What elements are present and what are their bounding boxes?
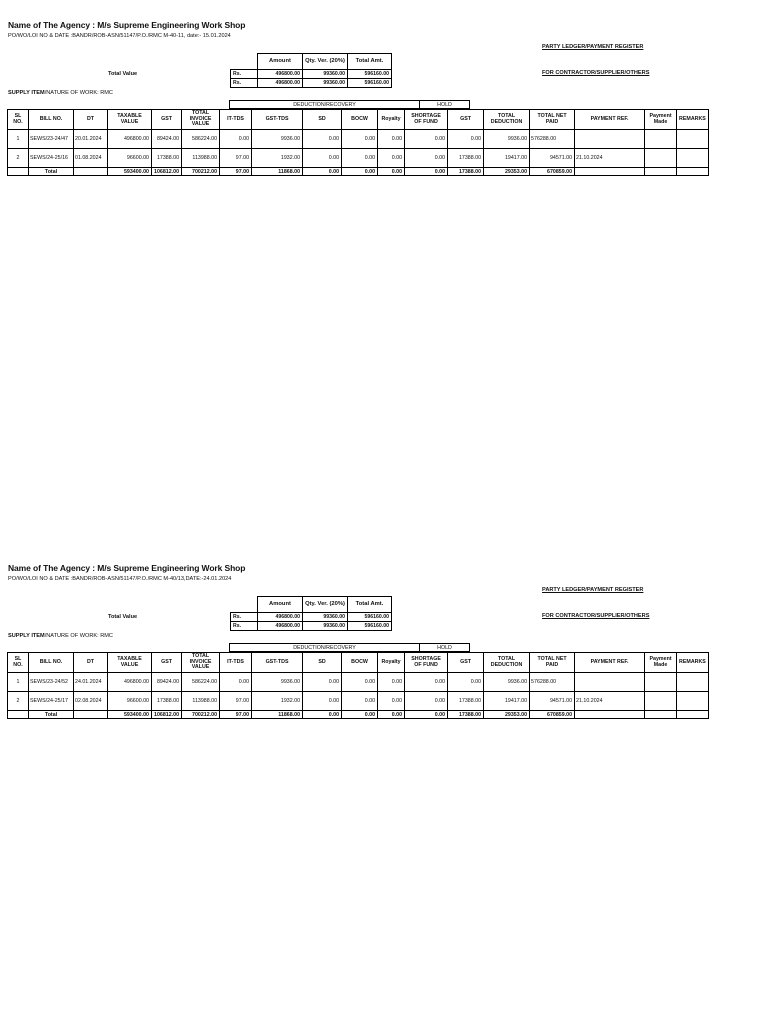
- total-invoice-value: 700212.00: [182, 168, 220, 176]
- total-gst: 106812.00: [152, 711, 182, 719]
- summary-total: 596160.00: [348, 613, 392, 622]
- ledger-section-2: [0, 557, 768, 797]
- header-payment-made: Payment Made: [645, 110, 677, 130]
- cell-sd: 0.00: [303, 149, 342, 168]
- header-bill-no: BILL NO.: [29, 110, 74, 130]
- summary-amount: 496800.00: [258, 613, 303, 622]
- header-sl-no: SL NO.: [8, 110, 29, 130]
- header-bocw: BOCW: [342, 653, 378, 673]
- summary-total: 596160.00: [348, 70, 392, 79]
- bill-table: [7, 109, 709, 176]
- cell-royalty: 0.00: [378, 692, 405, 711]
- summary-header-qty: Qty. Ver. (20%): [303, 597, 348, 613]
- party-ledger-title: PARTY LEDGER/PAYMENT REGISTER: [542, 44, 644, 50]
- summary-table: [230, 53, 392, 88]
- total-net-paid: 670859.00: [530, 711, 575, 719]
- group-header-table: [229, 643, 500, 652]
- header-royalty: Royalty: [378, 110, 405, 130]
- total-taxable-value: 593400.00: [108, 168, 152, 176]
- cell-dt: 20.01.2024: [74, 130, 108, 149]
- cell-taxable-value: 496800.00: [108, 130, 152, 149]
- cell-sl-no: 1: [8, 673, 29, 692]
- cell-total-invoice-value: 113988.00: [182, 149, 220, 168]
- cell-taxable-value: 496800.00: [108, 673, 152, 692]
- group-header-table: [229, 100, 500, 109]
- summary-amount: 496800.00: [258, 70, 303, 79]
- hold-header: HOLD: [420, 101, 470, 109]
- header-taxable-value: TAXABLE VALUE: [108, 110, 152, 130]
- total-gst-tds: 11868.00: [252, 711, 303, 719]
- cell-bill-no: SEWS/23-24/52: [29, 673, 74, 692]
- total-deduction: 29353.00: [484, 711, 530, 719]
- summary-row: [231, 70, 392, 79]
- header-remarks: REMARKS: [677, 653, 709, 673]
- cell-it-tds: 0.00: [220, 673, 252, 692]
- summary-amount: 496800.00: [258, 622, 303, 631]
- cell-bill-no: SEWS/24-25/17: [29, 692, 74, 711]
- summary-header-row: [231, 54, 392, 70]
- cell-shortage-of-fund: 0.00: [405, 673, 448, 692]
- total-sd: 0.00: [303, 711, 342, 719]
- cell-gst: 89424.00: [152, 130, 182, 149]
- ledger-section-1: [0, 14, 768, 254]
- currency-label: Rs.: [231, 622, 258, 631]
- cell-bill-no: SEWS/23-24/47: [29, 130, 74, 149]
- total-it-tds: 97.00: [220, 168, 252, 176]
- cell-payment-made: [645, 130, 677, 149]
- header-total-net-paid: TOTAL NET PAID: [530, 110, 575, 130]
- cell-hold-gst: 0.00: [448, 673, 484, 692]
- cell-sd: 0.00: [303, 130, 342, 149]
- cell-gst: 17388.00: [152, 692, 182, 711]
- header-sd: SD: [303, 110, 342, 130]
- header-shortage-of-fund: SHORTAGE OF FUND: [405, 110, 448, 130]
- cell-sd: 0.00: [303, 673, 342, 692]
- header-bocw: BOCW: [342, 110, 378, 130]
- summary-qty: 99360.00: [303, 622, 348, 631]
- cell-shortage-of-fund: 0.00: [405, 692, 448, 711]
- cell-it-tds: 97.00: [220, 149, 252, 168]
- total-gst-tds: 11868.00: [252, 168, 303, 176]
- supply-item-label: SUPPLY ITEM: [8, 90, 45, 96]
- header-payment-ref: PAYMENT REF.: [575, 653, 645, 673]
- summary-row: [231, 79, 392, 88]
- cell-dt: 24.01.2024: [74, 673, 108, 692]
- currency-label: Rs.: [231, 79, 258, 88]
- header-gst-tds: GST-TDS: [252, 653, 303, 673]
- total-shortage-of-fund: 0.00: [405, 711, 448, 719]
- supply-item-line: [8, 633, 113, 639]
- total-hold-gst: 17388.00: [448, 711, 484, 719]
- cell-remarks: [677, 692, 709, 711]
- cell-total-net-paid: 576288.00: [530, 673, 575, 692]
- header-royalty: Royalty: [378, 653, 405, 673]
- cell-hold-gst: 0.00: [448, 130, 484, 149]
- cell-bocw: 0.00: [342, 692, 378, 711]
- deduction-recovery-header: DEDUCTION/RECOVERY: [230, 644, 420, 652]
- header-remarks: REMARKS: [677, 110, 709, 130]
- cell-payment-ref: 21.10.2024: [575, 149, 645, 168]
- cell-payment-made: [645, 149, 677, 168]
- cell-sl-no: 2: [8, 692, 29, 711]
- header-hold-gst: GST: [448, 110, 484, 130]
- cell-dt: 02.08.2024: [74, 692, 108, 711]
- contractor-title: FOR CONTRACTOR/SUPPLIER/OTHERS: [542, 613, 650, 619]
- header-sl-no: SL NO.: [8, 653, 29, 673]
- total-shortage-of-fund: 0.00: [405, 168, 448, 176]
- header-dt: DT: [74, 653, 108, 673]
- cell-hold-gst: 17388.00: [448, 692, 484, 711]
- table-row: [8, 130, 709, 149]
- supply-item-line: [8, 90, 113, 96]
- cell-taxable-value: 96600.00: [108, 692, 152, 711]
- summary-total: 596160.00: [348, 622, 392, 631]
- total-taxable-value: 593400.00: [108, 711, 152, 719]
- cell-total-invoice-value: 586224.00: [182, 130, 220, 149]
- summary-header-total: Total Amt.: [348, 597, 392, 613]
- total-royalty: 0.00: [378, 711, 405, 719]
- summary-header-row: [231, 597, 392, 613]
- total-value-label: Total Value: [108, 71, 138, 77]
- total-hold-gst: 17388.00: [448, 168, 484, 176]
- cell-payment-made: [645, 673, 677, 692]
- header-hold-gst: GST: [448, 653, 484, 673]
- cell-royalty: 0.00: [378, 130, 405, 149]
- cell-gst: 17388.00: [152, 149, 182, 168]
- total-bocw: 0.00: [342, 711, 378, 719]
- total-row: [8, 168, 709, 176]
- summary-row: [231, 622, 392, 631]
- header-bill-no: BILL NO.: [29, 653, 74, 673]
- bill-header-row: [8, 110, 709, 130]
- cell-total-deduction: 9936.00: [484, 130, 530, 149]
- cell-remarks: [677, 130, 709, 149]
- cell-bocw: 0.00: [342, 130, 378, 149]
- cell-gst-tds: 1932.00: [252, 149, 303, 168]
- cell-total-net-paid: 94571.00: [530, 149, 575, 168]
- cell-bocw: 0.00: [342, 673, 378, 692]
- cell-gst-tds: 1932.00: [252, 692, 303, 711]
- header-it-tds: IT-TDS: [220, 653, 252, 673]
- cell-total-invoice-value: 113988.00: [182, 692, 220, 711]
- header-gst: GST: [152, 110, 182, 130]
- cell-it-tds: 97.00: [220, 692, 252, 711]
- cell-payment-ref: [575, 673, 645, 692]
- header-gst: GST: [152, 653, 182, 673]
- agency-name: Name of The Agency : M/s Supreme Engineering Work Shop: [8, 20, 246, 30]
- cell-total-deduction: 9936.00: [484, 673, 530, 692]
- header-sd: SD: [303, 653, 342, 673]
- party-ledger-title: PARTY LEDGER/PAYMENT REGISTER: [542, 587, 644, 593]
- cell-total-net-paid: 94571.00: [530, 692, 575, 711]
- header-payment-made: Payment Made: [645, 653, 677, 673]
- header-total-deduction: TOTAL DEDUCTION: [484, 653, 530, 673]
- cell-sl-no: 1: [8, 130, 29, 149]
- cell-payment-ref: [575, 130, 645, 149]
- total-sd: 0.00: [303, 168, 342, 176]
- total-net-paid: 670859.00: [530, 168, 575, 176]
- summary-qty: 99360.00: [303, 70, 348, 79]
- po-reference: PO/WO/LOI NO & DATE :BANDR/ROB-ASN/51147/P.O./RMC M-40-11, date:- 15.01.2024: [8, 33, 231, 39]
- summary-header-amount: Amount: [258, 54, 303, 70]
- summary-header-total: Total Amt.: [348, 54, 392, 70]
- cell-payment-ref: 21.10.2024: [575, 692, 645, 711]
- cell-total-deduction: 19417.00: [484, 692, 530, 711]
- total-bocw: 0.00: [342, 168, 378, 176]
- summary-total: 596160.00: [348, 79, 392, 88]
- cell-gst-tds: 9936.00: [252, 673, 303, 692]
- header-dt: DT: [74, 110, 108, 130]
- summary-qty: 99360.00: [303, 79, 348, 88]
- bill-header-row: [8, 653, 709, 673]
- cell-taxable-value: 96600.00: [108, 149, 152, 168]
- total-invoice-value: 700212.00: [182, 711, 220, 719]
- summary-header-qty: Qty. Ver. (20%): [303, 54, 348, 70]
- cell-hold-gst: 17388.00: [448, 149, 484, 168]
- cell-it-tds: 0.00: [220, 130, 252, 149]
- cell-sd: 0.00: [303, 692, 342, 711]
- hold-header: HOLD: [420, 644, 470, 652]
- header-payment-ref: PAYMENT REF.: [575, 110, 645, 130]
- header-it-tds: IT-TDS: [220, 110, 252, 130]
- header-taxable-value: TAXABLE VALUE: [108, 653, 152, 673]
- contractor-title: FOR CONTRACTOR/SUPPLIER/OTHERS: [542, 70, 650, 76]
- cell-shortage-of-fund: 0.00: [405, 130, 448, 149]
- total-it-tds: 97.00: [220, 711, 252, 719]
- summary-table: [230, 596, 392, 631]
- cell-sl-no: 2: [8, 149, 29, 168]
- cell-bocw: 0.00: [342, 149, 378, 168]
- nature-of-work: /NATURE OF WORK: RMC: [44, 90, 113, 96]
- cell-remarks: [677, 149, 709, 168]
- table-row: [8, 673, 709, 692]
- bill-table: [7, 652, 709, 719]
- total-gst: 106812.00: [152, 168, 182, 176]
- nature-of-work: /NATURE OF WORK: RMC: [44, 633, 113, 639]
- cell-royalty: 0.00: [378, 149, 405, 168]
- header-total-invoice-value: TOTAL INVOICE VALUE: [182, 110, 220, 130]
- cell-total-deduction: 19417.00: [484, 149, 530, 168]
- table-row: [8, 149, 709, 168]
- cell-total-invoice-value: 586224.00: [182, 673, 220, 692]
- table-row: [8, 692, 709, 711]
- total-label: Total: [29, 711, 74, 719]
- total-label: Total: [29, 168, 74, 176]
- summary-qty: 99360.00: [303, 613, 348, 622]
- currency-label: Rs.: [231, 70, 258, 79]
- total-value-label: Total Value: [108, 614, 138, 620]
- summary-amount: 496800.00: [258, 79, 303, 88]
- header-total-deduction: TOTAL DEDUCTION: [484, 110, 530, 130]
- total-royalty: 0.00: [378, 168, 405, 176]
- header-shortage-of-fund: SHORTAGE OF FUND: [405, 653, 448, 673]
- po-reference: PO/WO/LOI NO & DATE :BANDR/ROB-ASN/51147/P.O./RMC M-40/13,DATE:-24.01.2024: [8, 576, 232, 582]
- cell-bill-no: SEWS/24-25/16: [29, 149, 74, 168]
- cell-payment-made: [645, 692, 677, 711]
- summary-row: [231, 613, 392, 622]
- cell-royalty: 0.00: [378, 673, 405, 692]
- total-deduction: 29353.00: [484, 168, 530, 176]
- currency-label: Rs.: [231, 613, 258, 622]
- total-row: [8, 711, 709, 719]
- cell-shortage-of-fund: 0.00: [405, 149, 448, 168]
- deduction-recovery-header: DEDUCTION/RECOVERY: [230, 101, 420, 109]
- cell-total-net-paid: 576288.00: [530, 130, 575, 149]
- cell-remarks: [677, 673, 709, 692]
- cell-dt: 01.08.2024: [74, 149, 108, 168]
- header-gst-tds: GST-TDS: [252, 110, 303, 130]
- header-total-net-paid: TOTAL NET PAID: [530, 653, 575, 673]
- header-total-invoice-value: TOTAL INVOICE VALUE: [182, 653, 220, 673]
- cell-gst: 89424.00: [152, 673, 182, 692]
- summary-header-amount: Amount: [258, 597, 303, 613]
- cell-gst-tds: 9936.00: [252, 130, 303, 149]
- agency-name: Name of The Agency : M/s Supreme Engineering Work Shop: [8, 563, 246, 573]
- supply-item-label: SUPPLY ITEM: [8, 633, 45, 639]
